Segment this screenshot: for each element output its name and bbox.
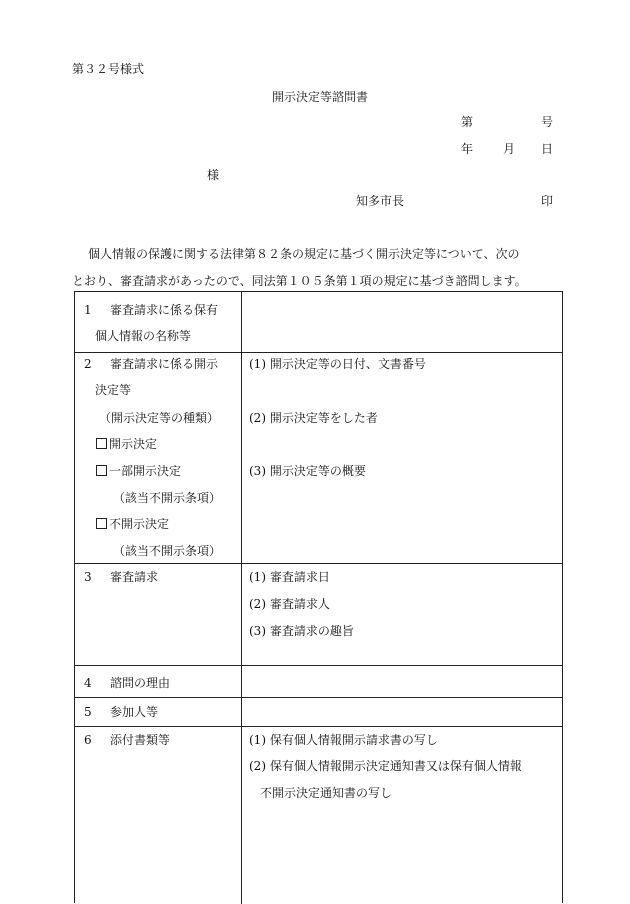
column-divider (241, 292, 242, 904)
body-text-line-1: 個人情報の保護に関する法律第８２条の規定に基づく開示決定等について、次の (88, 247, 520, 261)
row-divider (75, 697, 562, 698)
row-2-label-line-2: 決定等 (95, 383, 132, 397)
checkbox-non-disclosure-decision[interactable]: 不開示決定 (96, 518, 169, 530)
checkbox-box[interactable] (96, 518, 107, 529)
document-title: 開示決定等諮問書 (272, 90, 369, 104)
row-3-content-item-3: (3) 審査請求の趣旨 (249, 624, 354, 638)
row-2-content-item-3: (3) 開示決定等の概要 (249, 464, 366, 478)
body-text-line-2: とおり、審査請求があったので、同法第１０５条第１項の規定に基づき諮問します。 (72, 274, 527, 288)
row-6-label: 6 添付書類等 (84, 733, 171, 747)
partial-disclosure-clause-note: （該当不開示条項） (113, 491, 222, 505)
row-divider (75, 665, 562, 666)
row-4-label: 4 諮問の理由 (84, 676, 171, 690)
row-2-label-line-3: （開示決定等の種類） (99, 411, 220, 425)
row-2-label-line-1: 2 審査請求に係る開示 (84, 357, 219, 371)
row-number: 5 (84, 705, 92, 719)
row-6-content-item-1: (1) 保有個人情報開示請求書の写し (249, 733, 438, 747)
row-number: 3 (84, 570, 92, 584)
sender-name: 知多市長 (356, 194, 405, 208)
row-2-content-item-2: (2) 開示決定等をした者 (249, 411, 378, 425)
row-2-content-item-1: (1) 開示決定等の日付、文書番号 (249, 357, 426, 371)
row-number: 6 (84, 733, 92, 747)
row-number: 2 (84, 357, 92, 371)
date-day-label: 日 (541, 142, 554, 156)
row-divider (75, 563, 562, 564)
checkbox-box[interactable] (96, 438, 107, 449)
date-year-label: 年 (461, 142, 474, 156)
row-number: 4 (84, 676, 92, 690)
form-number: 第３２号様式 (72, 62, 145, 76)
row-5-label: 5 参加人等 (84, 705, 159, 719)
row-1-label-line-1: 1 審査請求に係る保有 (84, 303, 219, 317)
non-disclosure-clause-note: （該当不開示条項） (113, 544, 222, 558)
document-number-suffix: 号 (541, 115, 554, 129)
row-3-label: 3 審査請求 (84, 570, 159, 584)
date-month-label: 月 (503, 142, 516, 156)
checkbox-partial-disclosure-decision[interactable]: 一部開示決定 (96, 465, 181, 477)
inquiry-form-table (74, 291, 563, 903)
addressee-honorific: 様 (207, 168, 220, 182)
sender-seal: 印 (541, 194, 554, 208)
row-6-content-item-2: (2) 保有個人情報開示決定通知書又は保有個人情報 (249, 759, 522, 773)
document-number-prefix: 第 (461, 115, 474, 129)
row-3-content-item-1: (1) 審査請求日 (249, 570, 330, 584)
checkbox-box[interactable] (96, 465, 107, 476)
row-divider (75, 726, 562, 727)
row-divider (75, 352, 562, 353)
row-1-label-line-2: 個人情報の名称等 (95, 329, 192, 343)
row-number: 1 (84, 303, 92, 317)
row-3-content-item-2: (2) 審査請求人 (249, 597, 330, 611)
row-6-content-item-2-continued: 不開示決定通知書の写し (260, 786, 393, 800)
checkbox-disclosure-decision[interactable]: 開示決定 (96, 438, 157, 450)
